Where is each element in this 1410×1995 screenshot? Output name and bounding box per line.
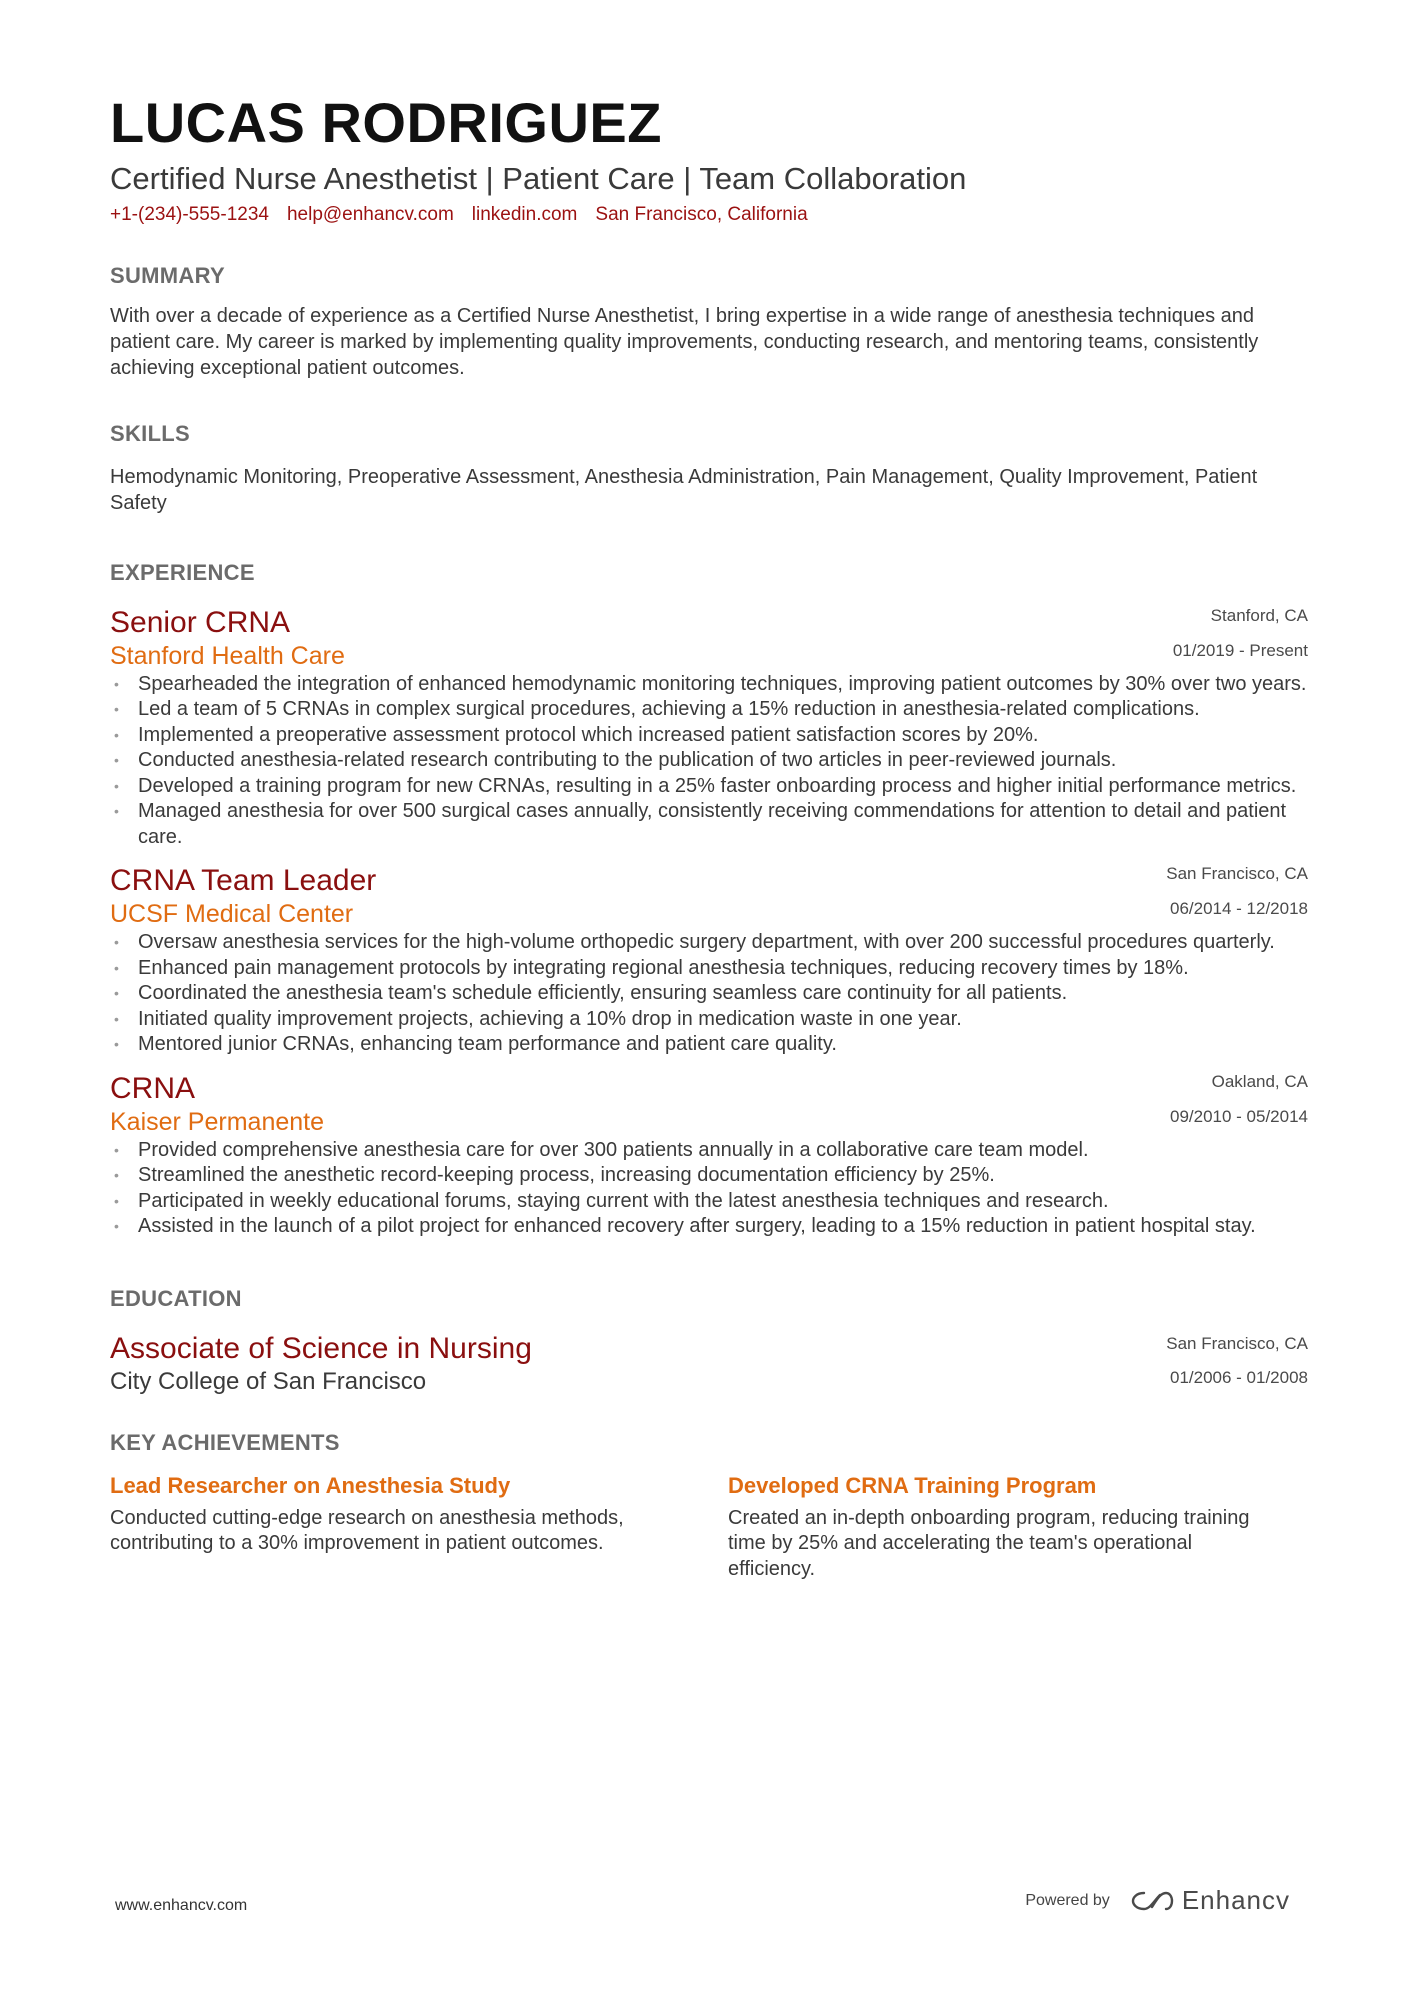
candidate-tagline: Certified Nurse Anesthetist | Patient Care | Team Collaboration: [110, 161, 967, 196]
job-title: CRNA Team Leader: [110, 864, 377, 898]
job-title: Senior CRNA: [110, 605, 291, 639]
job-bullet: • Conducted anesthesia-related research contributing to the publication of two articles in peer-reviewed journals.: [110, 748, 1308, 774]
experience-heading: EXPERIENCE: [110, 559, 255, 585]
brand-logo[interactable]: [1130, 1885, 1290, 1916]
job-bullet-list: [110, 1138, 1308, 1240]
job-bullet: • Oversaw anesthesia services for the high-volume orthopedic surgery department, with over 200 successful procedures quarterly.: [110, 930, 1308, 956]
contact-info: [110, 204, 1308, 226]
footer-website[interactable]: www.enhancv.com: [115, 1897, 248, 1914]
education-heading: EDUCATION: [110, 1285, 242, 1311]
job-bullet-list: [110, 672, 1308, 851]
achievements-heading: KEY ACHIEVEMENTS: [110, 1429, 340, 1455]
job-bullet-list: [110, 930, 1308, 1058]
job-bullet: • Streamlined the anesthetic record-keeping process, increasing documentation efficiency by 25%.: [110, 1163, 1308, 1189]
experience-entry-header: [110, 606, 1308, 672]
contact-location: San Francisco, California: [595, 203, 808, 225]
education-degree: Associate of Science in Nursing: [110, 1331, 532, 1365]
job-bullet: • Implemented a preoperative assessment protocol which increased patient satisfaction scores by 20%.: [110, 723, 1308, 749]
job-dates: 06/2014 - 12/2018: [1169, 899, 1308, 919]
achievement-item: [110, 1474, 728, 1583]
achievement-title: Developed CRNA Training Program: [728, 1472, 1097, 1498]
enhancv-logo-icon: [1130, 1889, 1174, 1913]
resume-content: [110, 91, 1308, 1582]
job-bullet: • Spearheaded the integration of enhanced hemodynamic monitoring techniques, improving patient outcomes by 30% over two years.: [110, 672, 1308, 698]
job-title: CRNA: [110, 1071, 196, 1105]
experience-entry: [110, 864, 1308, 1058]
job-dates: 01/2019 - Present: [1172, 640, 1308, 660]
achievement-item: [728, 1474, 1308, 1583]
experience-entry: [110, 606, 1308, 851]
job-bullet: • Enhanced pain management protocols by integrating regional anesthesia techniques, reducing recovery times by 18%.: [110, 956, 1308, 982]
job-location: Oakland, CA: [1211, 1071, 1308, 1091]
job-bullet: • Mentored junior CRNAs, enhancing team performance and patient care quality.: [110, 1032, 1308, 1058]
job-company: UCSF Medical Center: [110, 900, 354, 929]
experience-entry-header: [110, 1072, 1308, 1138]
experience-entry-header: [110, 864, 1308, 930]
achievement-title: Lead Researcher on Anesthesia Study: [110, 1472, 511, 1498]
job-bullet: • Managed anesthesia for over 500 surgical cases annually, consistently receiving commendations for attention to detail and patient care.: [110, 799, 1308, 850]
skills-heading: SKILLS: [110, 420, 191, 446]
summary-heading: SUMMARY: [110, 262, 225, 288]
education-school: City College of San Francisco: [110, 1367, 427, 1395]
footer-branding: [1025, 1885, 1290, 1916]
job-company: Kaiser Permanente: [110, 1107, 325, 1136]
skills-text: Hemodynamic Monitoring, Preoperative Assessment, Anesthesia Administration, Pain Management, Quality Improvement, Patient Safety: [110, 465, 1258, 514]
achievement-text: Created an in-depth onboarding program, reducing training time by 25% and accelerating the team's operational efficiency.: [728, 1506, 1250, 1580]
experience-entry: [110, 1072, 1308, 1240]
powered-by-label: Powered by: [1025, 1891, 1110, 1909]
job-company: Stanford Health Care: [110, 641, 345, 670]
contact-linkedin[interactable]: linkedin.com: [471, 203, 578, 225]
job-bullet: • Coordinated the anesthesia team's schedule efficiently, ensuring seamless care continuity for all patients.: [110, 981, 1308, 1007]
candidate-name: LUCAS RODRIGUEZ: [110, 91, 662, 154]
job-location: San Francisco, CA: [1166, 864, 1308, 884]
job-dates: 09/2010 - 05/2014: [1169, 1106, 1308, 1126]
education-dates: 01/2006 - 01/2008: [1169, 1367, 1308, 1387]
achievements-grid: [110, 1474, 1308, 1583]
summary-text: With over a decade of experience as a Certified Nurse Anesthetist, I bring expertise in a wide range of anesthesia techniques and patient care. My career is marked by implementing quality improvements, conducting research, and mentoring teams, consistently achieving exceptional patient outcomes.: [110, 304, 1259, 379]
brand-name: Enhancv: [1181, 1885, 1290, 1915]
contact-email[interactable]: help@enhancv.com: [286, 203, 454, 225]
job-bullet: • Initiated quality improvement projects, achieving a 10% drop in medication waste in one year.: [110, 1007, 1308, 1033]
job-bullet: • Developed a training program for new CRNAs, resulting in a 25% faster onboarding process and higher initial performance metrics.: [110, 774, 1308, 800]
job-bullet: • Participated in weekly educational forums, staying current with the latest anesthesia techniques and research.: [110, 1189, 1308, 1215]
job-location: Stanford, CA: [1210, 605, 1308, 625]
education-entry: [110, 1331, 1308, 1396]
job-bullet: • Assisted in the launch of a pilot project for enhanced recovery after surgery, leading to a 15% reduction in patient hospital stay.: [110, 1214, 1308, 1240]
education-location: San Francisco, CA: [1166, 1333, 1308, 1353]
job-bullet: • Provided comprehensive anesthesia care for over 300 patients annually in a collaborative care team model.: [110, 1138, 1308, 1164]
job-bullet: • Led a team of 5 CRNAs in complex surgical procedures, achieving a 15% reduction in anesthesia-related complications.: [110, 697, 1308, 723]
contact-phone[interactable]: +1-(234)-555-1234: [110, 203, 269, 225]
achievement-text: Conducted cutting-edge research on anesthesia methods, contributing to a 30% improvement in patient outcomes.: [110, 1506, 624, 1555]
